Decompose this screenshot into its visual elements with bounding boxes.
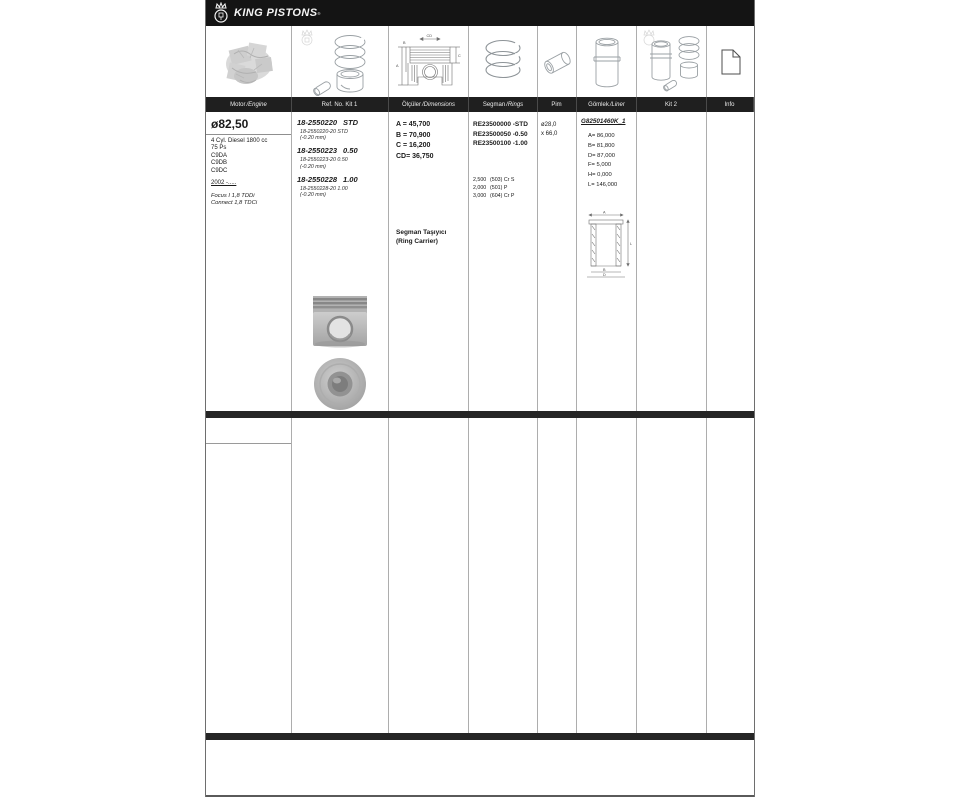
engine-years: 2002 -..... [211, 180, 237, 187]
col-header-kit2: Kit 2 [637, 97, 707, 112]
dimension-line: C = 16,200 [396, 142, 431, 149]
empty-engine-cell [206, 418, 292, 733]
engine-photo-cell [206, 26, 292, 97]
dim-label-cd: CD [426, 34, 432, 38]
empty-cell [577, 418, 637, 733]
footer-area [206, 740, 754, 797]
col-header-liner: Gömlek /Liner [577, 97, 637, 112]
kit1-drawing-cell [292, 26, 389, 97]
kit2-drawing-icon [638, 27, 706, 96]
empty-cell [538, 418, 577, 733]
empty-row-section [206, 418, 754, 733]
piston-top-photo [306, 356, 374, 411]
liner-label-a: A [603, 210, 606, 215]
rings-drawing-cell [469, 26, 538, 97]
ring-specs: 2,500 (503) Cr S 2,000 (501) P 3,000 (604) Cr P [473, 177, 515, 199]
stamp-watermark-icon [302, 30, 312, 45]
footer-divider-bar [206, 733, 754, 740]
liner-label-d: D [603, 273, 606, 277]
data-row [206, 112, 754, 411]
col-header-motor: Motor /Engine [206, 97, 292, 112]
brand-name: KING PISTONS [234, 7, 318, 19]
kit1-ref-line: 18-2550228 1.00 [297, 174, 358, 184]
dim-label-b: B [402, 41, 406, 45]
col-header-info: Info [707, 97, 754, 112]
crown-piston-logo-icon [213, 2, 229, 24]
engine-cell [206, 112, 292, 411]
info-cell [707, 26, 754, 97]
engine-detail: C9DC [211, 167, 228, 174]
liner-drawing-cell [577, 26, 637, 97]
engine-model: Connect 1,8 TDCi [211, 199, 258, 206]
kit1-subref-line: 18-2550223-20 0.50 (-0.20 mm) [300, 157, 348, 170]
engine-detail: C9DA [211, 152, 228, 159]
liner-label-b: B [603, 268, 606, 272]
empty-cell [389, 418, 469, 733]
dim-label-c: C [457, 54, 461, 58]
rings-drawing-icon [470, 27, 537, 96]
col-header-rings: Segman /Rings [469, 97, 538, 112]
brand-bar [206, 0, 754, 26]
kit1-ref-line: 18-2550220 STD [297, 118, 359, 127]
empty-cell [292, 418, 389, 733]
dim-label-a: A [395, 64, 399, 68]
engine-model: Focus I 1,8 TDDi [211, 193, 255, 200]
kit2-empty-cell [637, 112, 707, 411]
liner-dimensions: A= 86,000 B= 81,800 D= 87,000 F= 5,000 H= 0,000 L= 146,000 [588, 133, 618, 188]
section-divider-bar [206, 411, 754, 418]
pin-drawing-icon [539, 27, 576, 96]
ring-ref: RE23500050 -0.50 [473, 130, 528, 138]
bore-divider-line [206, 443, 291, 444]
liner-drawing-icon [578, 27, 636, 96]
empty-cell [707, 418, 754, 733]
brand-reg-mark: ® [317, 10, 321, 16]
piston-side-photo [306, 292, 374, 354]
column-header-bar [206, 97, 754, 112]
col-header-ref-kit1: Ref. No. Kit 1 [292, 97, 389, 112]
engine-detail: 4 Cyl. Diesel 1800 cc [211, 138, 268, 144]
engine-detail: 75 Ps [211, 145, 227, 152]
kit2-drawing-cell [637, 26, 707, 97]
pin-drawing-cell [538, 26, 577, 97]
empty-cell [469, 418, 538, 733]
engine-photo-icon [210, 30, 288, 94]
pin-diameter: ø28,0 [541, 122, 557, 128]
kit1-subref-line: 18-2550220-20 STD (-0.20 mm) [300, 129, 348, 142]
illustration-row [206, 26, 754, 97]
info-empty-cell [707, 112, 754, 411]
kit1-ref-cell [292, 112, 389, 411]
info-document-icon [716, 42, 746, 82]
liner-section-diagram [579, 210, 635, 282]
dimension-line: CD= 36,750 [396, 152, 434, 160]
col-header-pin: Pim [538, 97, 577, 112]
kit1-subref-line: 18-2550228-20 1.00 (-0.20 mm) [300, 185, 348, 199]
rings-cell [469, 112, 538, 411]
bore-diameter: ø82,50 [206, 112, 291, 135]
liner-cell [577, 112, 637, 411]
dimension-line: A = 45,700 [396, 121, 431, 128]
dimension-line: B = 70,900 [396, 131, 431, 139]
pin-cell [538, 112, 577, 411]
piston-dimensions-diagram-icon [390, 27, 468, 96]
ring-carrier-note: Segman Taşıyıcı (Ring Carrier) [396, 229, 447, 245]
ring-ref: RE23500100 -1.00 [473, 140, 528, 147]
empty-cell [637, 418, 707, 733]
col-header-dimensions: Ölçüler /Dimensions [389, 97, 469, 112]
liner-label-l: L [630, 242, 633, 246]
dimensions-cell [389, 112, 469, 411]
pin-length: x 66,0 [541, 130, 558, 137]
kit1-drawing-icon [293, 27, 388, 96]
dimensions-diagram-cell [389, 26, 469, 97]
liner-ref: G82501460K_1 [581, 118, 626, 125]
ring-ref: RE23500000 -STD [473, 121, 528, 128]
catalog-page [205, 0, 755, 797]
kit1-ref-line: 18-2550223 0.50 [297, 146, 358, 156]
engine-detail: C9DB [211, 160, 228, 167]
